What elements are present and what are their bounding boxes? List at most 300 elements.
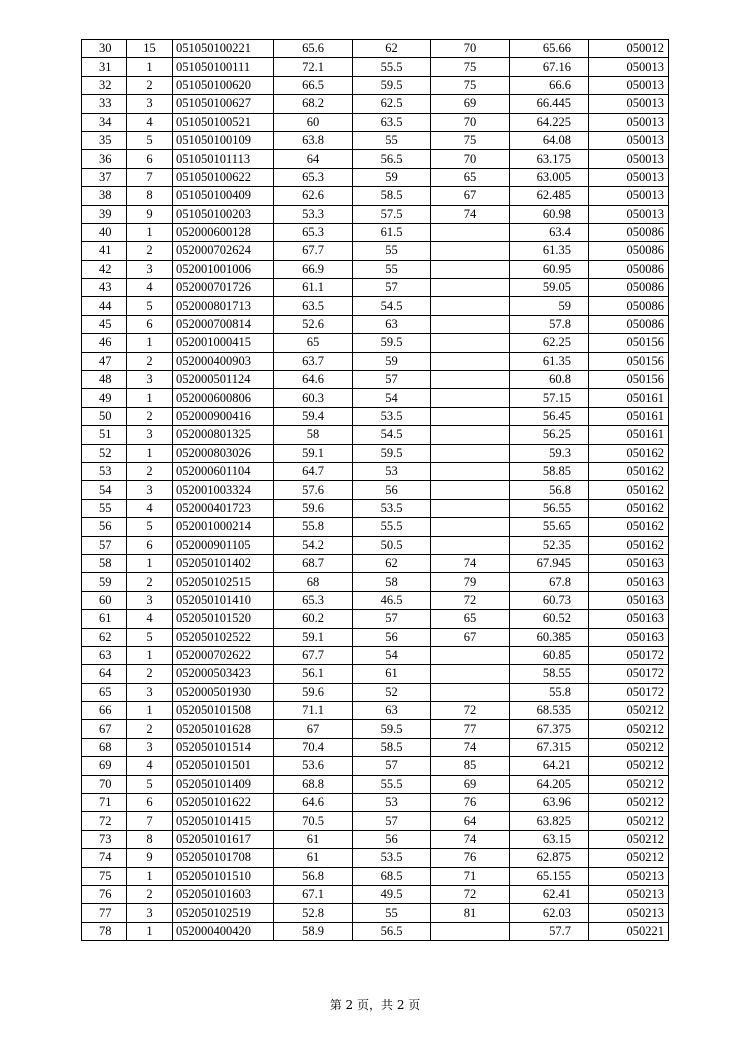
total-score-cell: 63.4 <box>510 223 589 241</box>
row-number: 37 <box>82 168 127 186</box>
table-row <box>82 168 669 186</box>
unit-code-cell: 050221 <box>589 922 669 940</box>
total-score-cell: 65.66 <box>510 40 589 58</box>
table-row <box>82 757 669 775</box>
unit-code-cell: 050161 <box>589 426 669 444</box>
rank-cell: 3 <box>127 738 173 756</box>
unit-code-cell: 050162 <box>589 462 669 480</box>
rank-cell: 5 <box>127 628 173 646</box>
score-b-cell: 53 <box>353 462 431 480</box>
score-c-cell: 69 <box>431 775 510 793</box>
score-c-cell <box>431 462 510 480</box>
table-row <box>82 131 669 149</box>
unit-code-cell: 050156 <box>589 352 669 370</box>
table-body <box>82 40 669 941</box>
unit-code-cell: 050013 <box>589 150 669 168</box>
table-row <box>82 95 669 113</box>
score-c-cell: 74 <box>431 738 510 756</box>
table-row <box>82 279 669 297</box>
rank-cell: 2 <box>127 76 173 94</box>
rank-cell: 3 <box>127 904 173 922</box>
score-a-cell: 68.7 <box>274 554 353 572</box>
score-c-cell: 74 <box>431 830 510 848</box>
candidate-id-cell: 051050100620 <box>173 76 274 94</box>
score-c-cell: 64 <box>431 812 510 830</box>
total-score-cell: 64.08 <box>510 131 589 149</box>
unit-code-cell: 050162 <box>589 481 669 499</box>
row-number: 68 <box>82 738 127 756</box>
unit-code-cell: 050163 <box>589 591 669 609</box>
unit-code-cell: 050086 <box>589 242 669 260</box>
table-row <box>82 297 669 315</box>
rank-cell: 6 <box>127 536 173 554</box>
candidate-id-cell: 052050101628 <box>173 720 274 738</box>
score-b-cell: 56 <box>353 481 431 499</box>
candidate-id-cell: 051050100203 <box>173 205 274 223</box>
unit-code-cell: 050013 <box>589 205 669 223</box>
row-number: 59 <box>82 573 127 591</box>
candidate-id-cell: 052050102519 <box>173 904 274 922</box>
row-number: 61 <box>82 610 127 628</box>
candidate-id-cell: 052050101508 <box>173 702 274 720</box>
score-c-cell <box>431 407 510 425</box>
rank-cell: 1 <box>127 444 173 462</box>
score-a-cell: 61 <box>274 849 353 867</box>
score-c-cell <box>431 499 510 517</box>
unit-code-cell: 050172 <box>589 665 669 683</box>
unit-code-cell: 050013 <box>589 131 669 149</box>
total-score-cell: 62.25 <box>510 334 589 352</box>
rank-cell: 1 <box>127 389 173 407</box>
total-score-cell: 62.03 <box>510 904 589 922</box>
table-row <box>82 150 669 168</box>
row-number: 71 <box>82 794 127 812</box>
candidate-id-cell: 052050101501 <box>173 757 274 775</box>
candidate-id-cell: 052000901105 <box>173 536 274 554</box>
candidate-id-cell: 052001003324 <box>173 481 274 499</box>
total-score-cell: 56.25 <box>510 426 589 444</box>
score-a-cell: 67.1 <box>274 885 353 903</box>
score-b-cell: 53 <box>353 794 431 812</box>
score-a-cell: 64.6 <box>274 371 353 389</box>
row-number: 57 <box>82 536 127 554</box>
rank-cell: 2 <box>127 407 173 425</box>
row-number: 58 <box>82 554 127 572</box>
table-row <box>82 315 669 333</box>
score-b-cell: 61.5 <box>353 223 431 241</box>
row-number: 66 <box>82 702 127 720</box>
table-row <box>82 352 669 370</box>
score-b-cell: 62.5 <box>353 95 431 113</box>
rank-cell: 3 <box>127 260 173 278</box>
score-b-cell: 46.5 <box>353 591 431 609</box>
score-b-cell: 54.5 <box>353 426 431 444</box>
unit-code-cell: 050212 <box>589 757 669 775</box>
score-b-cell: 49.5 <box>353 885 431 903</box>
score-b-cell: 55.5 <box>353 775 431 793</box>
score-b-cell: 56 <box>353 830 431 848</box>
score-c-cell: 72 <box>431 885 510 903</box>
score-a-cell: 63.5 <box>274 297 353 315</box>
rank-cell: 1 <box>127 223 173 241</box>
unit-code-cell: 050163 <box>589 628 669 646</box>
total-score-cell: 67.16 <box>510 58 589 76</box>
total-score-cell: 67.8 <box>510 573 589 591</box>
unit-code-cell: 050212 <box>589 775 669 793</box>
rank-cell: 1 <box>127 646 173 664</box>
rank-cell: 7 <box>127 168 173 186</box>
row-number: 42 <box>82 260 127 278</box>
row-number: 77 <box>82 904 127 922</box>
score-a-cell: 63.7 <box>274 352 353 370</box>
score-a-cell: 53.3 <box>274 205 353 223</box>
total-score-cell: 62.875 <box>510 849 589 867</box>
score-c-cell: 70 <box>431 40 510 58</box>
table-row <box>82 518 669 536</box>
score-a-cell: 59.1 <box>274 444 353 462</box>
rank-cell: 4 <box>127 279 173 297</box>
score-c-cell <box>431 444 510 462</box>
total-score-cell: 62.485 <box>510 187 589 205</box>
rank-cell: 1 <box>127 58 173 76</box>
score-b-cell: 59.5 <box>353 76 431 94</box>
row-number: 30 <box>82 40 127 58</box>
score-c-cell: 79 <box>431 573 510 591</box>
rank-cell: 6 <box>127 150 173 168</box>
table-row <box>82 371 669 389</box>
score-a-cell: 66.9 <box>274 260 353 278</box>
rank-cell: 3 <box>127 591 173 609</box>
row-number: 33 <box>82 95 127 113</box>
table-row <box>82 462 669 480</box>
score-c-cell <box>431 426 510 444</box>
score-b-cell: 53.5 <box>353 499 431 517</box>
table-row <box>82 812 669 830</box>
rank-cell: 2 <box>127 242 173 260</box>
rank-cell: 1 <box>127 554 173 572</box>
rank-cell: 1 <box>127 702 173 720</box>
rank-cell: 2 <box>127 352 173 370</box>
table-row <box>82 536 669 554</box>
score-b-cell: 53.5 <box>353 849 431 867</box>
total-score-cell: 56.8 <box>510 481 589 499</box>
total-score-cell: 66.6 <box>510 76 589 94</box>
rank-cell: 3 <box>127 683 173 701</box>
total-score-cell: 60.95 <box>510 260 589 278</box>
candidate-id-cell: 051050100409 <box>173 187 274 205</box>
row-number: 47 <box>82 352 127 370</box>
score-a-cell: 64.7 <box>274 462 353 480</box>
rank-cell: 8 <box>127 830 173 848</box>
table-row <box>82 665 669 683</box>
candidate-id-cell: 052000701726 <box>173 279 274 297</box>
total-score-cell: 66.445 <box>510 95 589 113</box>
unit-code-cell: 050086 <box>589 279 669 297</box>
row-number: 45 <box>82 315 127 333</box>
unit-code-cell: 050161 <box>589 389 669 407</box>
rank-cell: 6 <box>127 794 173 812</box>
rank-cell: 15 <box>127 40 173 58</box>
score-a-cell: 58 <box>274 426 353 444</box>
score-a-cell: 58.9 <box>274 922 353 940</box>
score-b-cell: 62 <box>353 554 431 572</box>
rank-cell: 4 <box>127 113 173 131</box>
row-number: 43 <box>82 279 127 297</box>
row-number: 48 <box>82 371 127 389</box>
row-number: 53 <box>82 462 127 480</box>
unit-code-cell: 050013 <box>589 58 669 76</box>
rank-cell: 5 <box>127 131 173 149</box>
candidate-id-cell: 052000600128 <box>173 223 274 241</box>
score-a-cell: 52.6 <box>274 315 353 333</box>
total-score-cell: 68.535 <box>510 702 589 720</box>
rank-cell: 2 <box>127 720 173 738</box>
score-b-cell: 57 <box>353 610 431 628</box>
total-score-cell: 67.375 <box>510 720 589 738</box>
score-a-cell: 72.1 <box>274 58 353 76</box>
candidate-id-cell: 052000401723 <box>173 499 274 517</box>
rank-cell: 1 <box>127 867 173 885</box>
candidate-id-cell: 052050101622 <box>173 794 274 812</box>
total-score-cell: 60.73 <box>510 591 589 609</box>
rank-cell: 2 <box>127 885 173 903</box>
unit-code-cell: 050212 <box>589 738 669 756</box>
score-b-cell: 58 <box>353 573 431 591</box>
score-b-cell: 55.5 <box>353 518 431 536</box>
table-row <box>82 867 669 885</box>
score-b-cell: 55 <box>353 242 431 260</box>
table-row <box>82 58 669 76</box>
table-row <box>82 683 669 701</box>
candidate-id-cell: 052001000214 <box>173 518 274 536</box>
score-a-cell: 61.1 <box>274 279 353 297</box>
total-score-cell: 63.005 <box>510 168 589 186</box>
unit-code-cell: 050212 <box>589 794 669 812</box>
row-number: 54 <box>82 481 127 499</box>
score-c-cell <box>431 518 510 536</box>
row-number: 39 <box>82 205 127 223</box>
candidate-id-cell: 052000501124 <box>173 371 274 389</box>
score-c-cell: 74 <box>431 205 510 223</box>
score-c-cell: 75 <box>431 131 510 149</box>
score-a-cell: 66.5 <box>274 76 353 94</box>
table-row <box>82 389 669 407</box>
candidate-id-cell: 051050100111 <box>173 58 274 76</box>
total-score-cell: 57.15 <box>510 389 589 407</box>
table-row <box>82 885 669 903</box>
row-number: 69 <box>82 757 127 775</box>
row-number: 56 <box>82 518 127 536</box>
candidate-id-cell: 052050101402 <box>173 554 274 572</box>
candidate-id-cell: 052050102522 <box>173 628 274 646</box>
score-b-cell: 55.5 <box>353 58 431 76</box>
score-c-cell: 74 <box>431 554 510 572</box>
score-a-cell: 59.6 <box>274 683 353 701</box>
total-score-cell: 57.8 <box>510 315 589 333</box>
rank-cell: 5 <box>127 775 173 793</box>
rank-cell: 1 <box>127 922 173 940</box>
candidate-id-cell: 051050100622 <box>173 168 274 186</box>
score-a-cell: 54.2 <box>274 536 353 554</box>
total-score-cell: 60.52 <box>510 610 589 628</box>
total-score-cell: 60.385 <box>510 628 589 646</box>
unit-code-cell: 050212 <box>589 849 669 867</box>
total-score-cell: 55.8 <box>510 683 589 701</box>
row-number: 75 <box>82 867 127 885</box>
row-number: 31 <box>82 58 127 76</box>
unit-code-cell: 050163 <box>589 554 669 572</box>
table-row <box>82 849 669 867</box>
total-score-cell: 63.825 <box>510 812 589 830</box>
row-number: 76 <box>82 885 127 903</box>
total-score-cell: 56.45 <box>510 407 589 425</box>
table-row <box>82 187 669 205</box>
row-number: 74 <box>82 849 127 867</box>
candidate-id-cell: 052000400903 <box>173 352 274 370</box>
row-number: 62 <box>82 628 127 646</box>
table-row <box>82 904 669 922</box>
total-score-cell: 60.8 <box>510 371 589 389</box>
score-c-cell: 71 <box>431 867 510 885</box>
score-a-cell: 60 <box>274 113 353 131</box>
unit-code-cell: 050162 <box>589 518 669 536</box>
score-b-cell: 59 <box>353 168 431 186</box>
score-b-cell: 57.5 <box>353 205 431 223</box>
unit-code-cell: 050012 <box>589 40 669 58</box>
total-score-cell: 63.15 <box>510 830 589 848</box>
score-a-cell: 65.3 <box>274 591 353 609</box>
score-b-cell: 57 <box>353 757 431 775</box>
candidate-id-cell: 052000801713 <box>173 297 274 315</box>
score-c-cell <box>431 315 510 333</box>
total-score-cell: 62.41 <box>510 885 589 903</box>
unit-code-cell: 050013 <box>589 168 669 186</box>
total-score-cell: 63.96 <box>510 794 589 812</box>
unit-code-cell: 050163 <box>589 573 669 591</box>
rank-cell: 2 <box>127 462 173 480</box>
score-c-cell <box>431 922 510 940</box>
total-score-cell: 64.205 <box>510 775 589 793</box>
rank-cell: 9 <box>127 205 173 223</box>
unit-code-cell: 050156 <box>589 371 669 389</box>
total-score-cell: 55.65 <box>510 518 589 536</box>
score-table <box>81 39 669 941</box>
score-a-cell: 65.6 <box>274 40 353 58</box>
rank-cell: 5 <box>127 297 173 315</box>
score-c-cell: 70 <box>431 113 510 131</box>
candidate-id-cell: 052000900416 <box>173 407 274 425</box>
total-score-cell: 58.85 <box>510 462 589 480</box>
candidate-id-cell: 052050101708 <box>173 849 274 867</box>
score-a-cell: 56.1 <box>274 665 353 683</box>
rank-cell: 5 <box>127 518 173 536</box>
row-number: 50 <box>82 407 127 425</box>
row-number: 72 <box>82 812 127 830</box>
unit-code-cell: 050013 <box>589 113 669 131</box>
table-row <box>82 573 669 591</box>
candidate-id-cell: 051050101113 <box>173 150 274 168</box>
rank-cell: 4 <box>127 757 173 775</box>
score-c-cell <box>431 260 510 278</box>
rank-cell: 3 <box>127 371 173 389</box>
table-row <box>82 610 669 628</box>
score-a-cell: 70.5 <box>274 812 353 830</box>
unit-code-cell: 050013 <box>589 187 669 205</box>
score-c-cell <box>431 297 510 315</box>
score-a-cell: 61 <box>274 830 353 848</box>
unit-code-cell: 050212 <box>589 720 669 738</box>
score-b-cell: 59.5 <box>353 334 431 352</box>
score-a-cell: 52.8 <box>274 904 353 922</box>
score-a-cell: 63.8 <box>274 131 353 149</box>
row-number: 49 <box>82 389 127 407</box>
score-b-cell: 57 <box>353 371 431 389</box>
rank-cell: 4 <box>127 499 173 517</box>
row-number: 41 <box>82 242 127 260</box>
unit-code-cell: 050086 <box>589 260 669 278</box>
table-row <box>82 242 669 260</box>
table-row <box>82 922 669 940</box>
score-a-cell: 68 <box>274 573 353 591</box>
row-number: 32 <box>82 76 127 94</box>
table-row <box>82 628 669 646</box>
total-score-cell: 59.05 <box>510 279 589 297</box>
score-a-cell: 67.7 <box>274 646 353 664</box>
score-c-cell <box>431 279 510 297</box>
score-a-cell: 59.4 <box>274 407 353 425</box>
unit-code-cell: 050162 <box>589 536 669 554</box>
row-number: 60 <box>82 591 127 609</box>
row-number: 51 <box>82 426 127 444</box>
score-a-cell: 59.6 <box>274 499 353 517</box>
score-a-cell: 65.3 <box>274 168 353 186</box>
total-score-cell: 60.98 <box>510 205 589 223</box>
row-number: 70 <box>82 775 127 793</box>
candidate-id-cell: 052050101520 <box>173 610 274 628</box>
score-a-cell: 70.4 <box>274 738 353 756</box>
row-number: 46 <box>82 334 127 352</box>
candidate-id-cell: 052050101510 <box>173 867 274 885</box>
unit-code-cell: 050162 <box>589 444 669 462</box>
score-c-cell <box>431 352 510 370</box>
row-number: 64 <box>82 665 127 683</box>
score-b-cell: 68.5 <box>353 867 431 885</box>
table-row <box>82 223 669 241</box>
score-b-cell: 56 <box>353 628 431 646</box>
total-score-cell: 61.35 <box>510 242 589 260</box>
total-score-cell: 65.155 <box>510 867 589 885</box>
score-c-cell: 76 <box>431 794 510 812</box>
candidate-id-cell: 052050101617 <box>173 830 274 848</box>
table-row <box>82 646 669 664</box>
score-b-cell: 54 <box>353 646 431 664</box>
score-a-cell: 64 <box>274 150 353 168</box>
unit-code-cell: 050086 <box>589 315 669 333</box>
score-a-cell: 65.3 <box>274 223 353 241</box>
score-c-cell: 67 <box>431 628 510 646</box>
score-a-cell: 71.1 <box>274 702 353 720</box>
score-b-cell: 62 <box>353 40 431 58</box>
score-a-cell: 65 <box>274 334 353 352</box>
unit-code-cell: 050013 <box>589 95 669 113</box>
candidate-id-cell: 052050101409 <box>173 775 274 793</box>
rank-cell: 2 <box>127 665 173 683</box>
candidate-id-cell: 052001000415 <box>173 334 274 352</box>
score-c-cell: 69 <box>431 95 510 113</box>
unit-code-cell: 050013 <box>589 76 669 94</box>
unit-code-cell: 050086 <box>589 223 669 241</box>
score-b-cell: 63 <box>353 315 431 333</box>
